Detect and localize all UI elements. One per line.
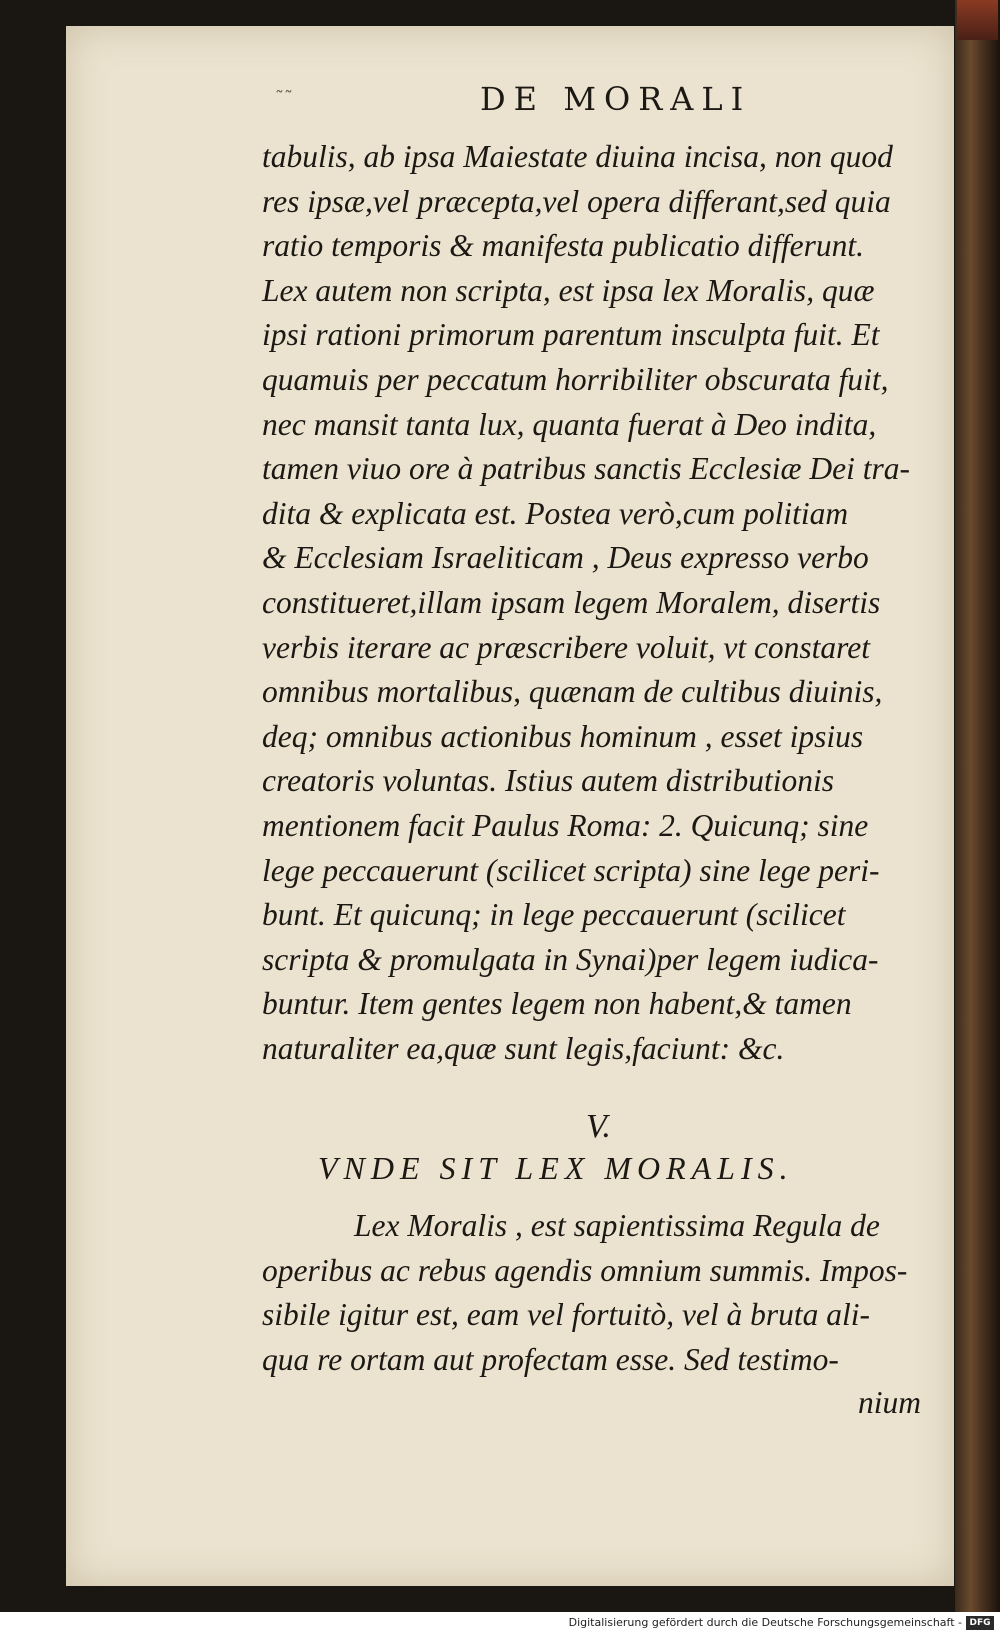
text-line: scripta & promulgata in Synai)per legem iudica- — [262, 941, 879, 977]
text-line: sibile igitur est, eam vel fortuitò, vel à bruta ali- — [262, 1297, 871, 1333]
text-line: omnibus mortalibus, quænam de cultibus diuinis, — [262, 674, 883, 710]
text-line: mentionem facit Paulus Roma: 2. Quicunq; sine — [262, 807, 869, 843]
text-line: verbis iterare ac præscribere voluit, vt constaret — [262, 629, 871, 665]
section-number: V. — [586, 1108, 611, 1145]
text-line: buntur. Item gentes legem non habent,& tamen — [262, 986, 852, 1022]
footer-credit: Digitalisierung gefördert durch die Deutsche Forschungsgemeinschaft - — [568, 1616, 962, 1629]
text-line: Lex Moralis , est sapientissima Regula de — [354, 1208, 880, 1243]
text-line: lege peccauerunt (scilicet scripta) sine lege peri- — [262, 852, 880, 888]
text-line: Lex autem non scripta, est ipsa lex Moralis, quæ — [262, 272, 875, 308]
text-line: bunt. Et quicunq; in lege peccauerunt (scilicet — [262, 897, 846, 933]
text-line: constitueret,illam ipsam legem Moralem, disertis — [262, 584, 881, 620]
book-edge — [955, 0, 1000, 1612]
text-line: qua re ortam aut profectam esse. Sed testimo- — [262, 1341, 839, 1377]
text-line: naturaliter ea,quæ sunt legis,faciunt: &c. — [262, 1030, 785, 1066]
running-head: DE MORALI — [480, 80, 752, 118]
text-line: deq; omnibus actionibus hominum , esset ipsius — [262, 718, 864, 754]
section-title: VNDE SIT LEX MORALIS. — [318, 1150, 794, 1186]
text-line: res ipsæ,vel præcepta,vel opera differant,sed quia — [262, 183, 891, 219]
text-line: tamen viuo ore à patribus sanctis Ecclesiæ Dei tra- — [262, 451, 910, 487]
text-line: nec mansit tanta lux, quanta fuerat à Deo indita, — [262, 406, 877, 442]
text-line: dita & explicata est. Postea verò,cum politiam — [262, 495, 849, 531]
paragraph-2 — [262, 1204, 952, 1382]
text-line: ipsi rationi primorum parentum insculpta fuit. Et — [262, 317, 880, 353]
text-line: quamuis per peccatum horribiliter obscurata fuit, — [262, 361, 889, 397]
text-line: ratio temporis & manifesta publicatio differunt. — [262, 228, 864, 264]
text-line: operibus ac rebus agendis omnium summis. Impos- — [262, 1252, 908, 1288]
page-mark: ˜˜ — [275, 88, 293, 109]
footer-bar — [0, 1612, 1000, 1636]
text-line: & Ecclesiam Israeliticam , Deus expresso verbo — [262, 540, 869, 576]
book-edge-cap — [957, 0, 998, 40]
text-line: tabulis, ab ipsa Maiestate diuina incisa, non quod — [262, 139, 893, 174]
catchword: nium — [858, 1385, 921, 1420]
text-line: creatoris voluntas. Istius autem distributionis — [262, 763, 834, 799]
dfg-logo: DFG — [966, 1616, 994, 1630]
paragraph-1 — [262, 135, 952, 1071]
